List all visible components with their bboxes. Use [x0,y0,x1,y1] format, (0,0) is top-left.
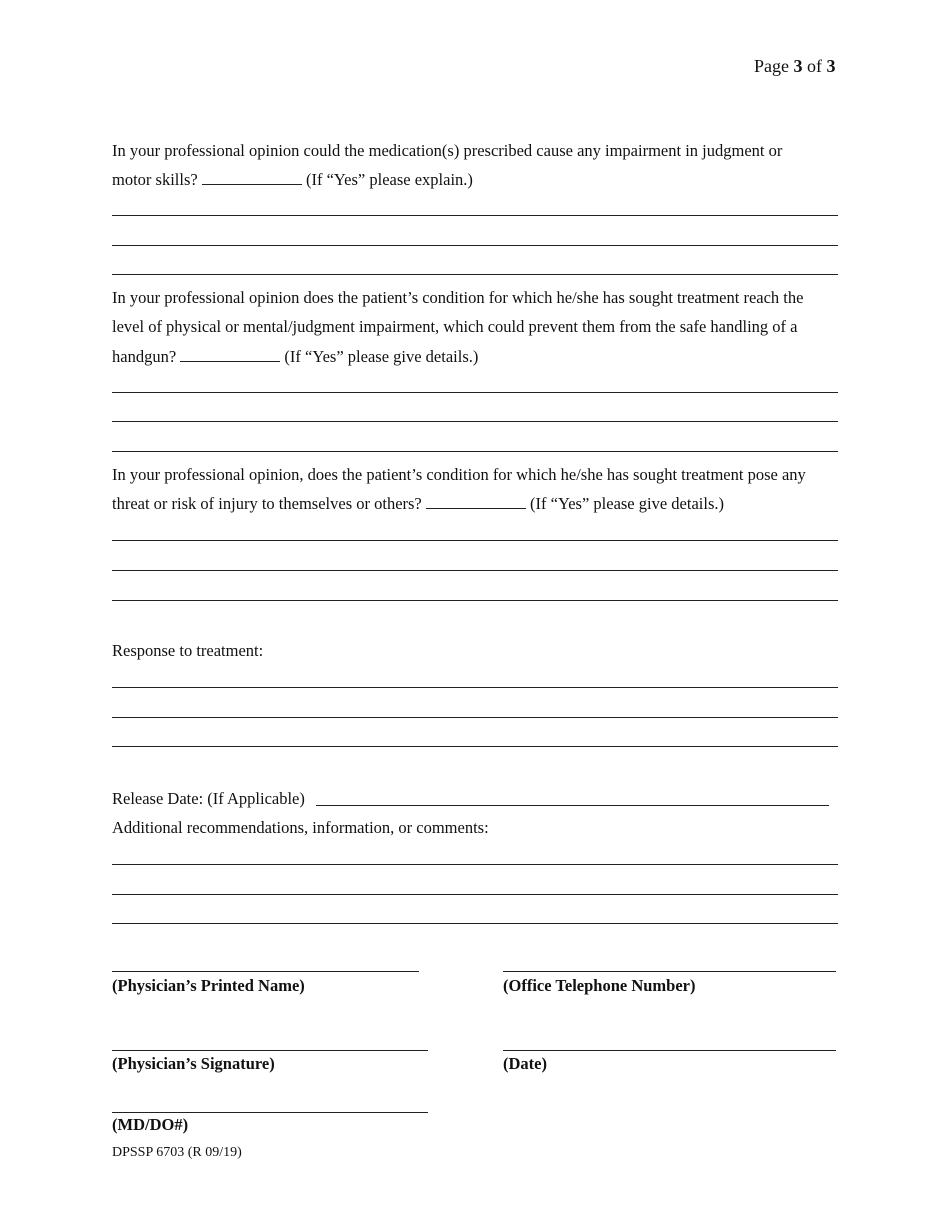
date-line[interactable] [503,1050,836,1051]
form-id: DPSSP 6703 (R 09/19) [112,1145,242,1160]
printed-name-label: (Physician’s Printed Name) [112,976,305,995]
office-phone-label: (Office Telephone Number) [503,976,696,995]
question-3-details-line[interactable] [112,570,838,571]
question-1-explain-line[interactable] [112,215,838,216]
page-label: Page [754,56,789,76]
office-phone-line[interactable] [503,971,836,972]
question-2-answer-blank[interactable] [180,347,280,362]
question-1-explain-line[interactable] [112,274,838,275]
release-date-line[interactable] [316,805,829,806]
question-1-line-2: motor skills? (If “Yes” please explain.) [112,170,473,189]
question-2-line-3: handgun? (If “Yes” please give details.) [112,347,479,366]
page-total: 3 [826,56,836,76]
question-3-details-line[interactable] [112,600,838,601]
additional-comments-line[interactable] [112,864,838,865]
question-1-explain-line[interactable] [112,245,838,246]
additional-comments-label: Additional recommendations, information, or comments: [112,818,489,837]
question-3-details-line[interactable] [112,540,838,541]
question-2-line-1: In your professional opinion does the patient’s condition for which he/she has sought treatment reach the [112,288,804,307]
page-number [754,56,836,77]
page-current: 3 [793,56,803,76]
release-date-label: Release Date: (If Applicable) [112,789,305,808]
signature-line[interactable] [112,1050,428,1051]
question-3-line-1: In your professional opinion, does the patient’s condition for which he/she has sought treatment pose any [112,465,806,484]
question-2-line-2: level of physical or mental/judgment impairment, which could prevent them from the safe handling of a [112,317,798,336]
question-2-details-line[interactable] [112,421,838,422]
question-1-answer-blank[interactable] [202,170,302,185]
md-do-label: (MD/DO#) [112,1115,189,1134]
printed-name-line[interactable] [112,971,419,972]
response-line[interactable] [112,687,838,688]
question-3-answer-blank[interactable] [426,494,526,509]
additional-comments-line[interactable] [112,894,838,895]
page-of-label: of [807,56,822,76]
response-to-treatment-label: Response to treatment: [112,641,264,660]
response-line[interactable] [112,746,838,747]
question-1-line-1: In your professional opinion could the medication(s) prescribed cause any impairment in judgment or [112,141,783,160]
signature-label: (Physician’s Signature) [112,1054,275,1073]
question-2-details-line[interactable] [112,392,838,393]
question-3-line-2: threat or risk of injury to themselves or others? (If “Yes” please give details.) [112,494,724,513]
md-do-line[interactable] [112,1112,428,1113]
response-line[interactable] [112,717,838,718]
date-label: (Date) [503,1054,547,1073]
question-2-details-line[interactable] [112,451,838,452]
additional-comments-line[interactable] [112,923,838,924]
